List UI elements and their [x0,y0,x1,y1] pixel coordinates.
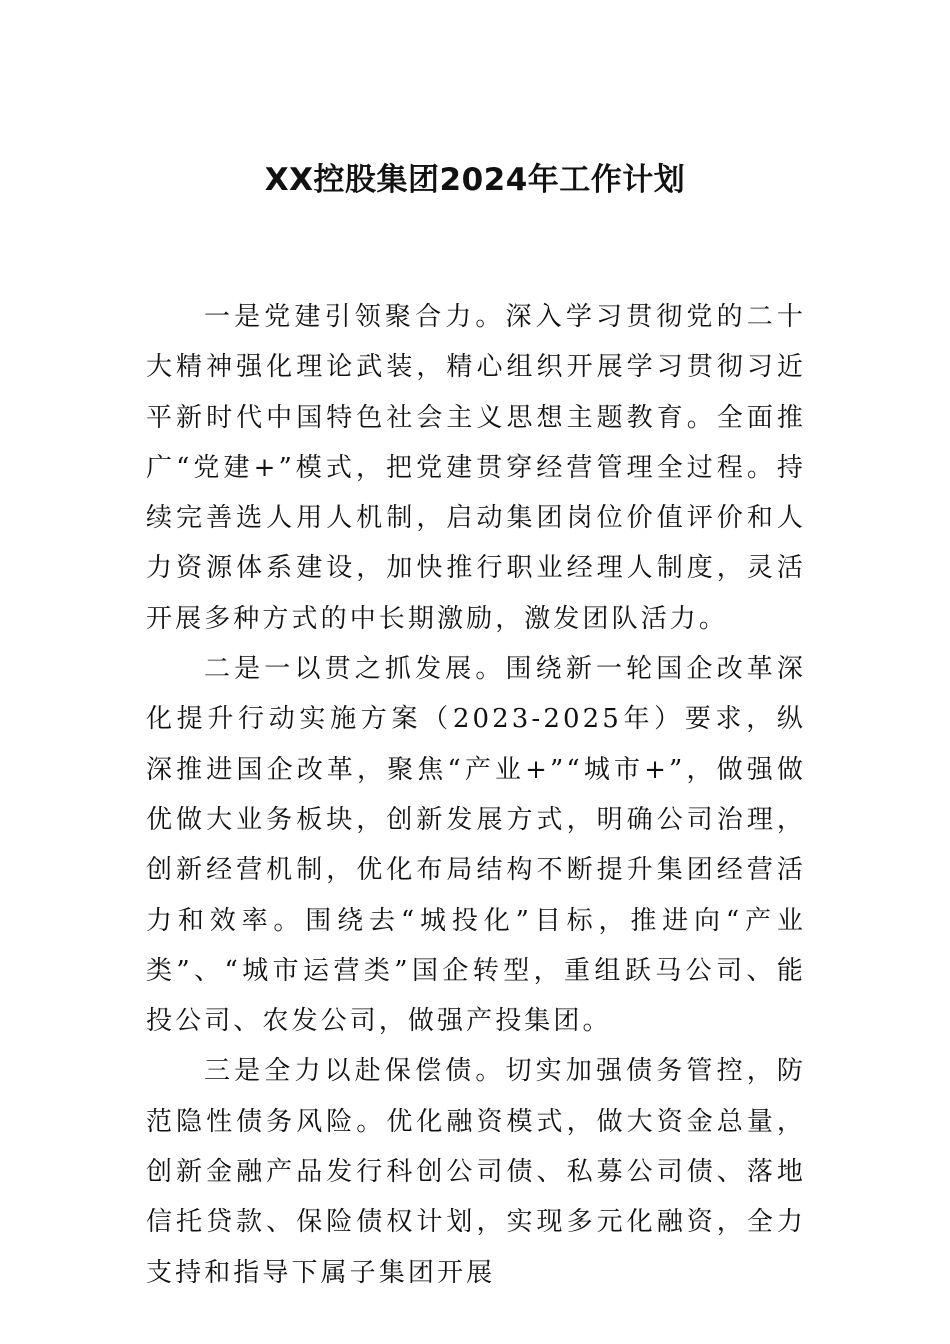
document-title: XX控股集团2024年工作计划 [264,162,686,198]
document-body [146,292,806,1298]
paragraph-development: 二是一以贯之抓发展。围绕新一轮国企改革深化提升行动实施方案（2023-2025年）要求，纵深推进国企改革，聚焦“产业+”“城市+”，做强做优做大业务板块，创新发展方式，明确公司治理，创新经营机制，优化布局结构不断提升集团经营活力和效率。围绕去“城投化”目标，推进向“产业类”、“城市运营类”国企转型，重组跃马公司、能投公司、农发公司，做强产投集团。 [146,654,806,1037]
paragraph-party-building: 一是党建引领聚合力。深入学习贯彻党的二十大精神强化理论武装，精心组织开展学习贯彻习近平新时代中国特色社会主义思想主题教育。全面推广“党建+”模式，把党建贯穿经营管理全过程。持续完善选人用人机制，启动集团岗位价值评价和人力资源体系建设，加快推行职业经理人制度，灵活开展多种方式的中长期激励，激发团队活力。 [146,302,806,634]
paragraph-debt-repayment: 三是全力以赴保偿债。切实加强债务管控，防范隐性债务风险。优化融资模式，做大资金总量，创新金融产品发行科创公司债、私募公司债、落地信托贷款、保险债权计划，实现多元化融资，全力支持和指导下属子集团开展 [146,1056,806,1288]
